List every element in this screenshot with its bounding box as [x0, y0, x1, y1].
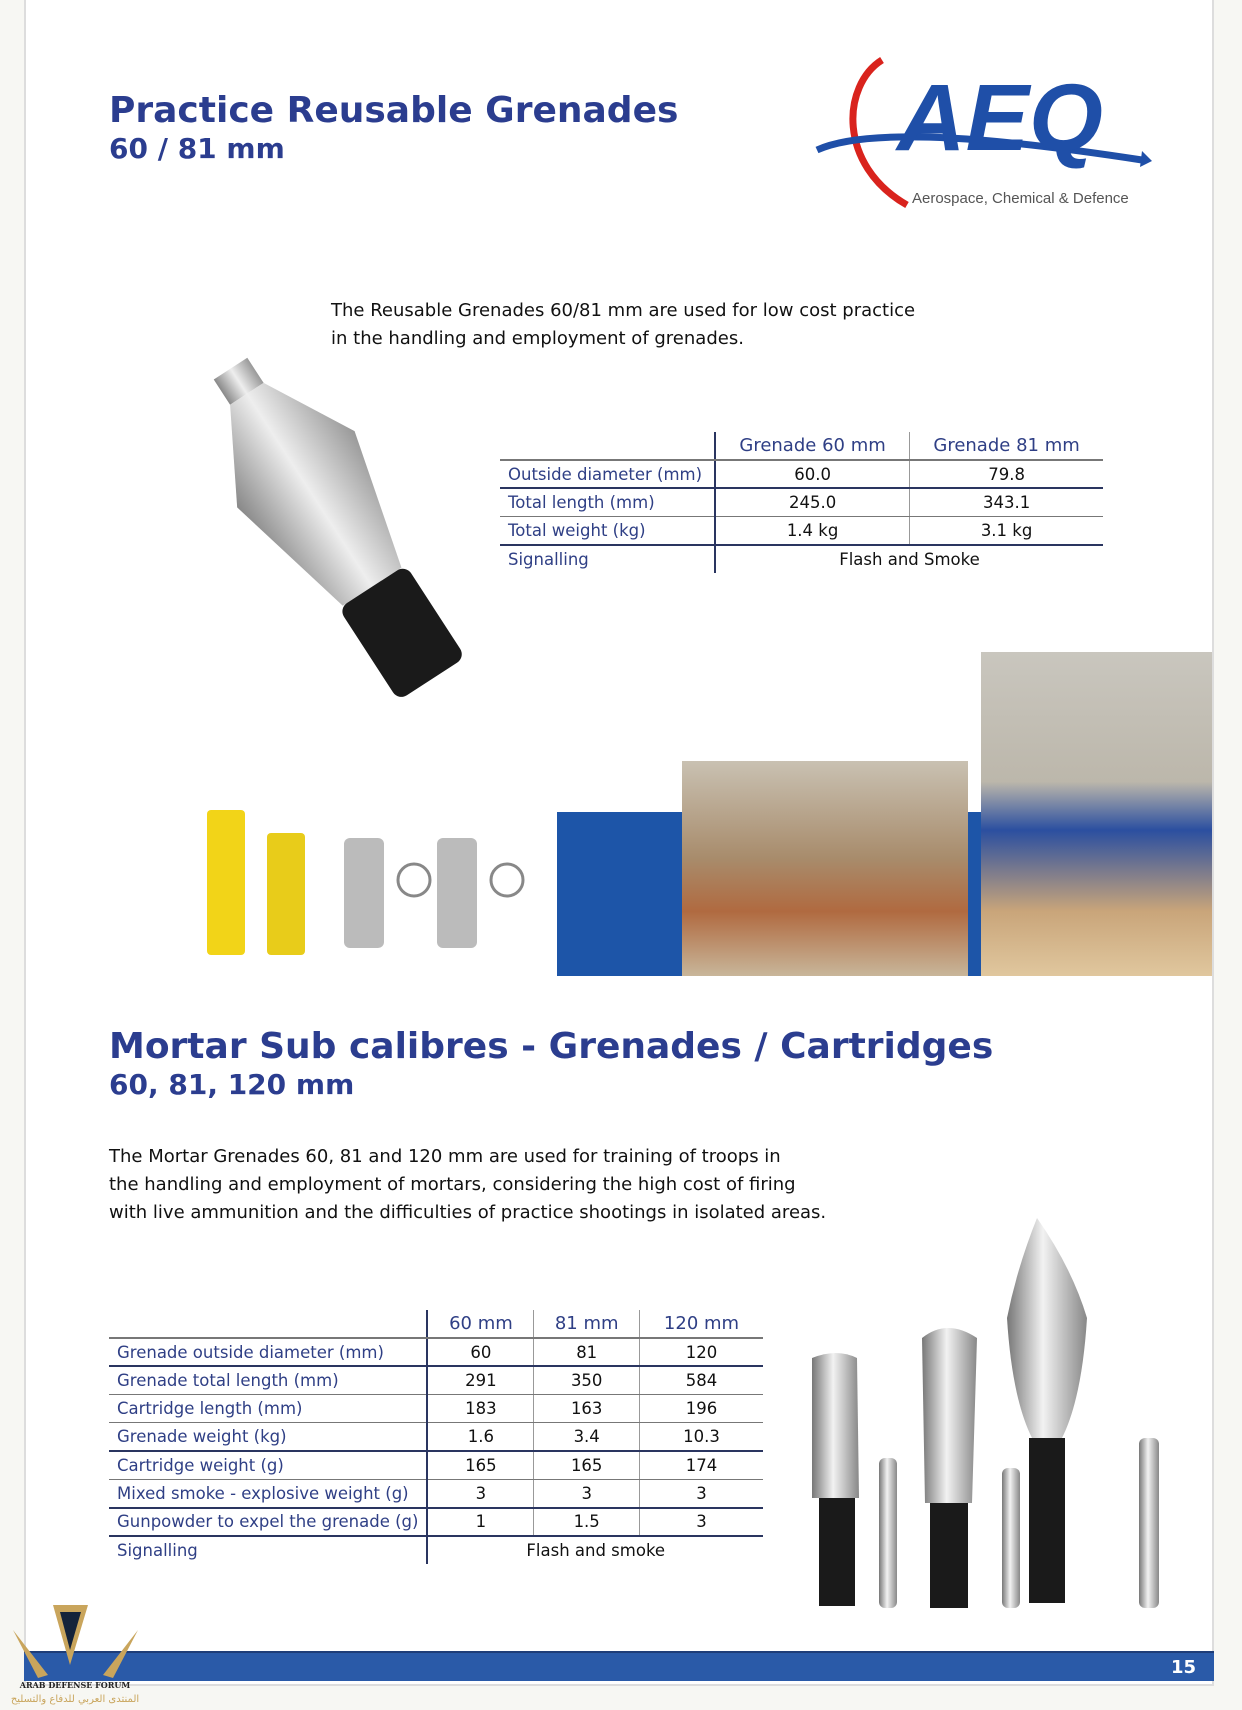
- table-row: Outside diameter (mm) 60.0 79.8: [500, 460, 1103, 488]
- cell-value: 165: [427, 1451, 533, 1479]
- worker-photo: [981, 652, 1212, 976]
- table-row: Total weight (kg) 1.4 kg 3.1 kg: [500, 517, 1103, 545]
- cell-value: 60: [427, 1338, 533, 1366]
- cell-value: 291: [427, 1366, 533, 1394]
- aeq-logo: [812, 55, 1152, 215]
- cell-value: 3: [427, 1479, 533, 1507]
- section2-subtitle: 60, 81, 120 mm: [109, 1068, 355, 1101]
- section1-subtitle: 60 / 81 mm: [109, 132, 285, 165]
- cell-value: 1.6: [427, 1423, 533, 1451]
- blue-divider: [968, 812, 981, 976]
- row-label: Grenade total length (mm): [109, 1366, 427, 1394]
- svg-text:ARAB DEFENSE FORUM: ARAB DEFENSE FORUM: [19, 1680, 131, 1690]
- table-row: Signalling Flash and smoke: [109, 1536, 763, 1564]
- description-line: The Reusable Grenades 60/81 mm are used for low cost practice: [331, 300, 916, 321]
- row-label: Cartridge length (mm): [109, 1395, 427, 1423]
- section2-title: Mortar Sub calibres - Grenades / Cartridges: [109, 1026, 994, 1067]
- row-label: Grenade weight (kg): [109, 1423, 427, 1451]
- description-line: with live ammunition and the difficulties of practice shootings in isolated areas.: [109, 1202, 827, 1223]
- cell-value: 163: [534, 1395, 640, 1423]
- table-row: [109, 1338, 763, 1366]
- cell-value: 120: [640, 1338, 764, 1366]
- cell-value: 174: [640, 1451, 764, 1479]
- column-header: 60 mm: [427, 1310, 533, 1338]
- table-row: [109, 1366, 763, 1394]
- cell-value: 183: [427, 1395, 533, 1423]
- column-header: 81 mm: [534, 1310, 640, 1338]
- grenade-spec-table: [500, 432, 1103, 573]
- column-header: Grenade 81 mm: [910, 432, 1103, 460]
- cell-value: 3: [640, 1479, 764, 1507]
- cell-value: 3.4: [534, 1423, 640, 1451]
- column-header: Grenade 60 mm: [715, 432, 910, 460]
- svg-text:AEQ: AEQ: [897, 65, 1103, 171]
- cell-value: 3: [534, 1479, 640, 1507]
- table-row: Signalling Flash and Smoke: [500, 545, 1103, 573]
- cartridges-image: [202, 808, 534, 958]
- cell-value: 1.5: [534, 1508, 640, 1536]
- description-line: the handling and employment of mortars, considering the high cost of firing: [109, 1174, 796, 1195]
- cell-value: 10.3: [640, 1423, 764, 1451]
- row-label: Mixed smoke - explosive weight (g): [109, 1479, 427, 1507]
- blue-block: [557, 812, 682, 976]
- column-header: 120 mm: [640, 1310, 764, 1338]
- description-line: The Mortar Grenades 60, 81 and 120 mm are used for training of troops in: [109, 1146, 781, 1167]
- cell-value: 584: [640, 1366, 764, 1394]
- mortar-grenades-image: [807, 1208, 1167, 1612]
- table-row: [109, 1508, 763, 1536]
- mortar-spec-table: [109, 1310, 763, 1564]
- page-number: 15: [1170, 1657, 1196, 1678]
- row-label: Cartridge weight (g): [109, 1451, 427, 1479]
- section1-title: Practice Reusable Grenades: [109, 90, 679, 131]
- cell-value: 196: [640, 1395, 764, 1423]
- cell-value: 3: [640, 1508, 764, 1536]
- footer-band: [24, 1651, 1214, 1681]
- warehouse-photo: [682, 761, 968, 976]
- grenade-image: [174, 338, 496, 714]
- section2-description: [109, 1143, 826, 1227]
- cell-value: 81: [534, 1338, 640, 1366]
- table-row: [109, 1479, 763, 1507]
- table-row: Total length (mm) 245.0 343.1: [500, 488, 1103, 516]
- table-row: [109, 1395, 763, 1423]
- cell-value: 350: [534, 1366, 640, 1394]
- cell-value: 165: [534, 1451, 640, 1479]
- table-row: [109, 1451, 763, 1479]
- description-line: in the handling and employment of grenades.: [331, 328, 744, 349]
- cell-value: 1: [427, 1508, 533, 1536]
- arab-defense-forum-watermark: [8, 1600, 143, 1706]
- table-row: [109, 1423, 763, 1451]
- row-label: Grenade outside diameter (mm): [109, 1338, 427, 1366]
- svg-text:المنتدى العربي للدفاع والتسليح: المنتدى العربي للدفاع والتسليح: [10, 1694, 140, 1705]
- row-label: Gunpowder to expel the grenade (g): [109, 1508, 427, 1536]
- logo-tagline: Aerospace, Chemical & Defence: [912, 190, 1129, 207]
